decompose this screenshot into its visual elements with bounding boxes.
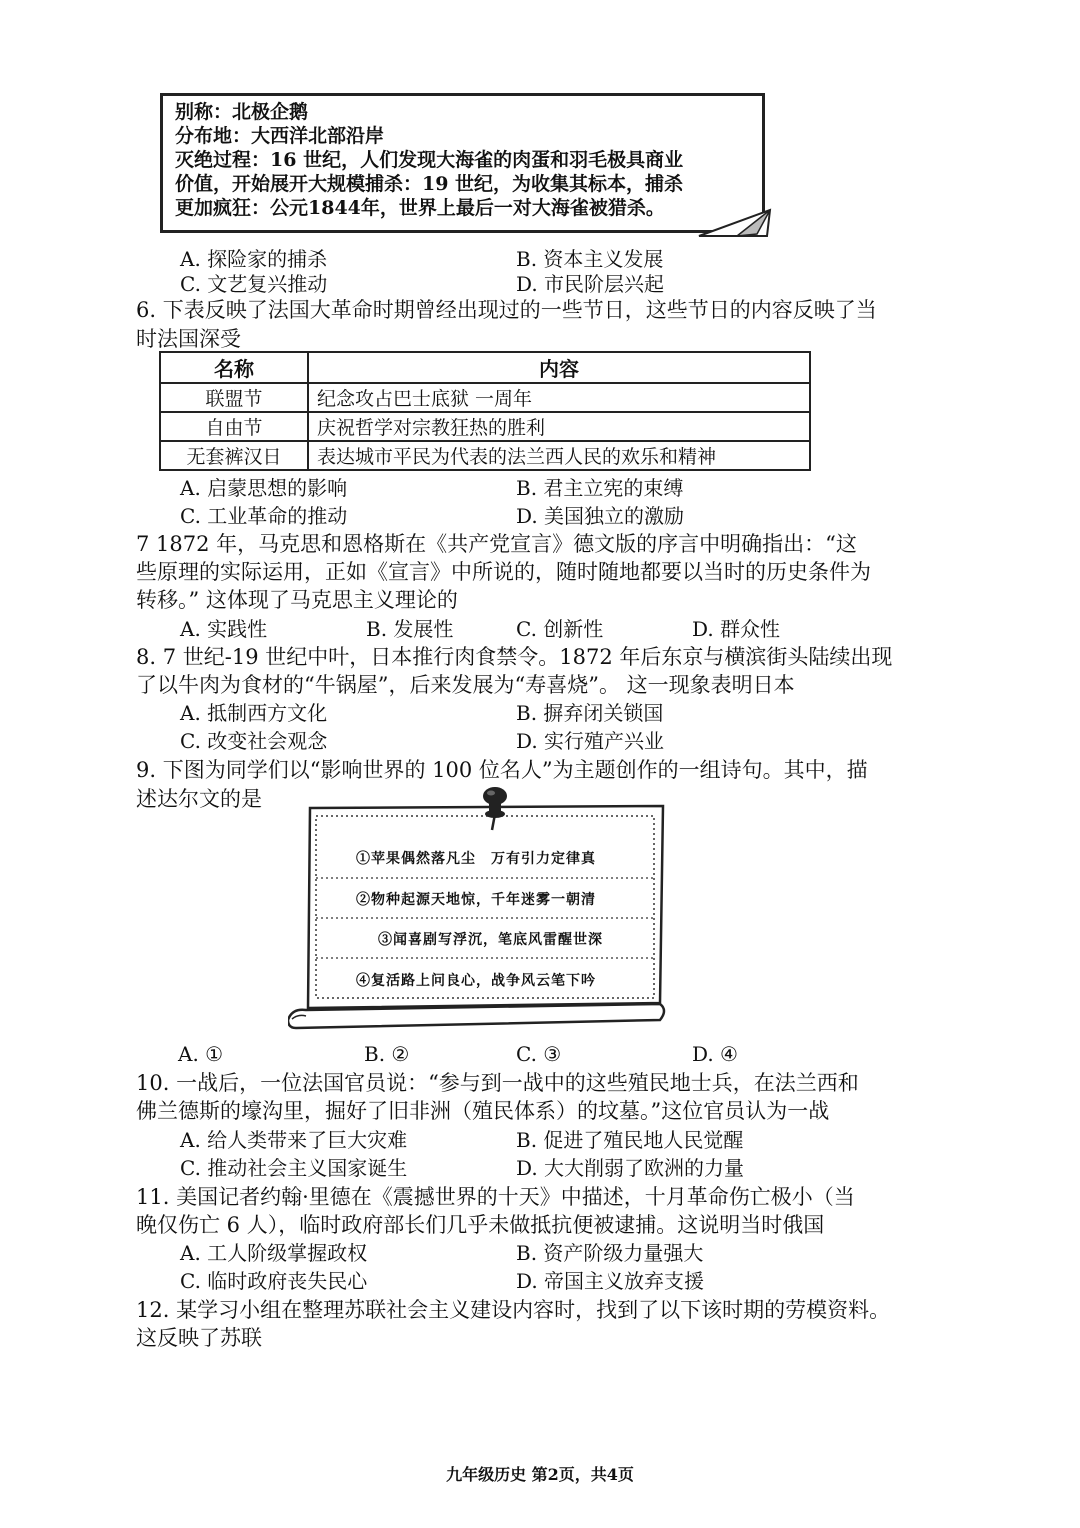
q5-option-d: D. 市民阶层兴起 (516, 272, 665, 296)
q11-option-c: C. 临时政府丧失民心 (180, 1269, 368, 1293)
festival-content: 表达城市平民为代表的法兰西人民的欢乐和精神 (308, 441, 810, 470)
q6-option-c: C. 工业革命的推动 (180, 504, 348, 528)
card-alias-row (175, 100, 750, 124)
festival-name: 无套裤汉日 (160, 441, 308, 470)
q6-option-d: D. 美国独立的激励 (516, 504, 685, 528)
q8-option-d: D. 实行殖产兴业 (516, 729, 665, 753)
q10-stem-line-2: 佛兰德斯的壕沟里，掘好了旧非洲（殖民体系）的坟墓。”这位官员认为一战 (136, 1099, 830, 1123)
alias-value: 北极企鹅 (232, 101, 309, 123)
pushpin-icon (480, 786, 510, 832)
q6-stem-line-2: 时法国深受 (136, 327, 241, 351)
q11-stem-line-1: 11. 美国记者约翰·里德在《震撼世界的十天》中描述，十月革命伤亡极小（当 (136, 1185, 855, 1209)
table-row (160, 383, 810, 412)
q7-stem-line-3: 转移。” 这体现了马克思主义理论的 (136, 588, 458, 612)
q6-option-b: B. 君主立宪的束缚 (516, 476, 684, 500)
q5-option-c: C. 文艺复兴推动 (180, 272, 328, 296)
q10-option-c: C. 推动社会主义国家诞生 (180, 1156, 408, 1180)
q10-option-b: B. 促进了殖民地人民觉醒 (516, 1128, 744, 1152)
festival-name: 联盟节 (160, 383, 308, 412)
table-header-row (160, 352, 810, 383)
q9-option-d: D. ④ (692, 1042, 738, 1066)
q9-stem-line-1: 9. 下图为同学们以“影响世界的 100 位名人”为主题创作的一组诗句。其中，描 (136, 758, 868, 782)
extinction-text-2: 价值，开始展开大规模捕杀：19 世纪，为收集其标本，捕杀 (175, 173, 684, 195)
great-auk-info-card (160, 93, 765, 233)
festival-name: 自由节 (160, 412, 308, 441)
poem-scroll (288, 798, 668, 1030)
q11-option-a: A. 工人阶级掌握政权 (180, 1241, 368, 1265)
q7-option-c: C. 创新性 (516, 617, 604, 641)
extinction-text-3: 更加疯狂：公元1844年，世界上最后一对大海雀被猎杀。 (175, 197, 665, 219)
card-extinction-row (175, 148, 750, 172)
scroll-frame (288, 798, 668, 1030)
distribution-value: 大西洋北部沿岸 (251, 125, 385, 147)
q8-stem-line-1: 8. 7 世纪-19 世纪中叶，日本推行肉食禁令。1872 年后东京与横滨街头陆续出现 (136, 645, 893, 669)
q9-option-a: A. ① (178, 1042, 224, 1066)
distribution-label: 分布地： (175, 125, 252, 147)
q12-stem-line-2: 这反映了苏联 (136, 1326, 262, 1350)
q10-option-d: D. 大大削弱了欧洲的力量 (516, 1156, 745, 1180)
q8-option-a: A. 抵制西方文化 (180, 701, 328, 725)
q6-stem-line-1: 6. 下表反映了法国大革命时期曾经出现过的一些节日，这些节日的内容反映了当 (136, 298, 877, 322)
q10-stem-line-1: 10. 一战后，一位法国官员说：“参与到一战中的这些殖民地士兵，在法兰西和 (136, 1071, 859, 1095)
poem-line-4: ④复活路上问良心，战争风云笔下吟 (356, 973, 596, 989)
q7-option-b: B. 发展性 (366, 617, 454, 641)
q9-option-b: B. ② (364, 1042, 410, 1066)
q11-option-b: B. 资产阶级力量强大 (516, 1241, 704, 1265)
q9-stem-line-2: 述达尔文的是 (136, 787, 262, 811)
q8-option-c: C. 改变社会观念 (180, 729, 328, 753)
q8-option-b: B. 摒弃闭关锁国 (516, 701, 664, 725)
card-page-curl-icon (697, 208, 772, 238)
table-row (160, 441, 810, 470)
festival-content: 纪念攻占巴士底狱 一周年 (308, 383, 810, 412)
q7-stem-line-2: 些原理的实际运用，正如《宣言》中所说的，随时随地都要以当时的历史条件为 (136, 560, 871, 584)
q9-option-c: C. ③ (516, 1042, 562, 1066)
table-header-name: 名称 (160, 352, 308, 383)
card-distribution-row (175, 124, 750, 148)
extinction-label: 灭绝过程： (175, 149, 271, 171)
q7-option-a: A. 实践性 (180, 617, 268, 641)
q5-option-b: B. 资本主义发展 (516, 247, 664, 271)
q12-stem-line-1: 12. 某学习小组在整理苏联社会主义建设内容时，找到了以下该时期的劳模资料。 (136, 1298, 891, 1322)
festival-table (159, 351, 811, 471)
extinction-text-1: 16 世纪，人们发现大海雀的肉蛋和羽毛极具商业 (270, 149, 684, 171)
q11-option-d: D. 帝国主义放弃支援 (516, 1269, 705, 1293)
q6-option-a: A. 启蒙思想的影响 (180, 476, 348, 500)
q5-option-a: A. 探险家的捕杀 (180, 247, 328, 271)
q10-option-a: A. 给人类带来了巨大灾难 (180, 1128, 408, 1152)
q11-stem-line-2: 晚仅伤亡 6 人），临时政府部长们几乎未做抵抗便被逮捕。这说明当时俄国 (136, 1213, 825, 1237)
page-footer: 九年级历史 第2页，共4页 (446, 1465, 634, 1484)
festival-content: 庆祝哲学对宗教狂热的胜利 (308, 412, 810, 441)
table-row (160, 412, 810, 441)
table-header-content: 内容 (308, 352, 810, 383)
poem-line-3: ③闻喜剧写浮沉，笔底风雷醒世深 (378, 932, 603, 948)
poem-line-2: ②物种起源天地惊，千年迷雾一朝清 (356, 892, 596, 908)
q8-stem-line-2: 了以牛肉为食材的“牛锅屋”，后来发展为“寿喜烧”。 这一现象表明日本 (136, 673, 795, 697)
q7-stem-line-1: 7 1872 年，马克思和恩格斯在《共产党宣言》德文版的序言中明确指出：“这 (136, 532, 857, 556)
alias-label: 别称： (175, 101, 233, 123)
q7-option-d: D. 群众性 (692, 617, 781, 641)
poem-line-1: ①苹果偶然落凡尘 万有引力定律真 (356, 851, 596, 867)
